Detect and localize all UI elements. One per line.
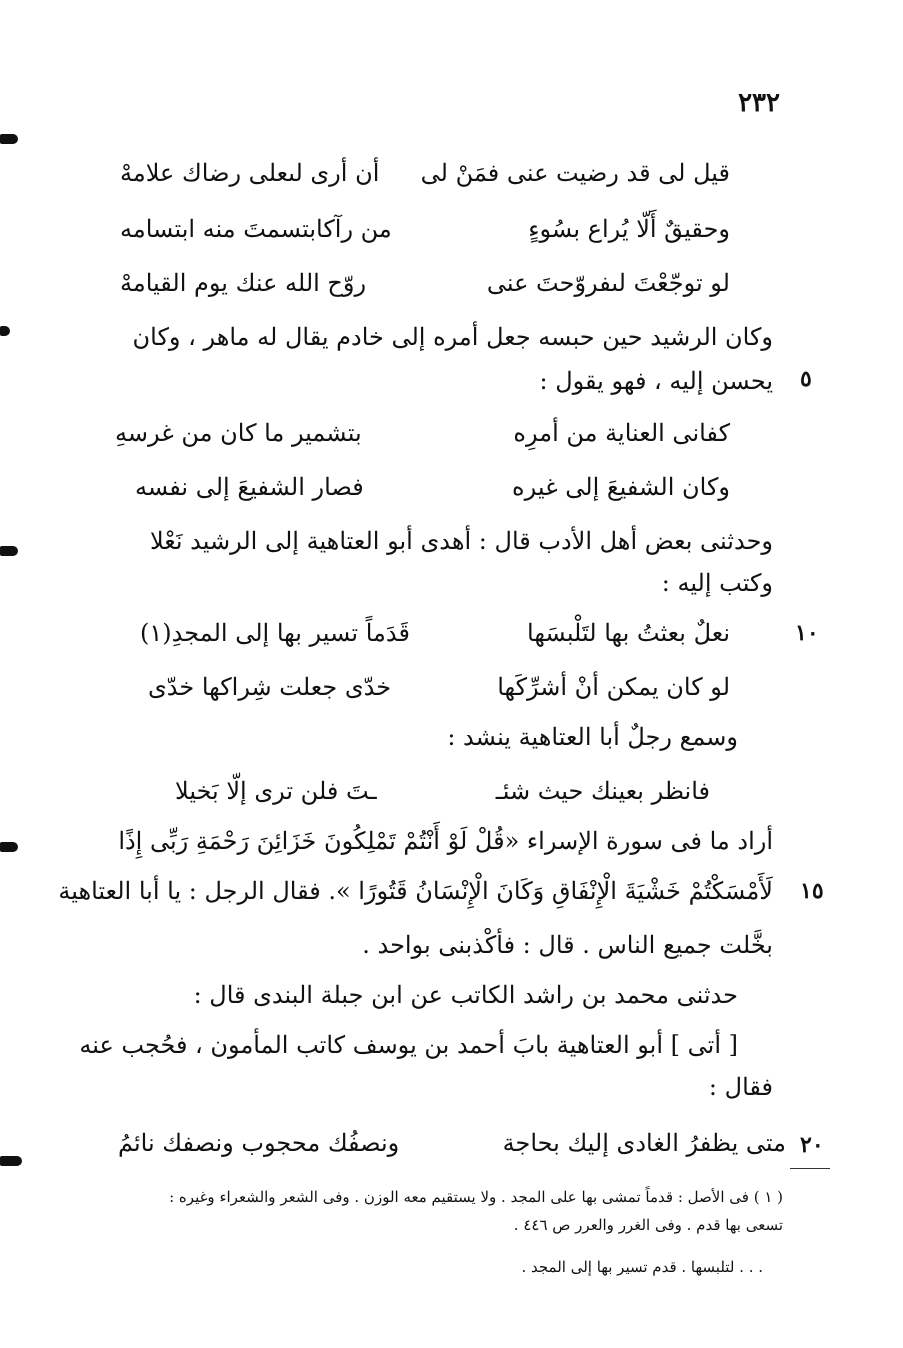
page-number: ٢٣٢ (738, 88, 780, 118)
verse-left-hemistich: فصار الشفيعَ إلى نفسه (135, 473, 364, 501)
prose-line: فقال : (708, 1073, 773, 1101)
verse-right-hemistich: وحقيقٌ أَلّا يُراع بسُوءٍ (528, 215, 730, 243)
prose-line: يحسن إليه ، فهو يقول : (539, 367, 773, 395)
line-number: ٢٠ (800, 1132, 824, 1158)
footnote-line: تسعى بها قدم . وفى الغرر والعرر ص ٤٤٦ . (513, 1216, 783, 1234)
prose-line: وحدثنى بعض أهل الأدب قال : أهدى أبو العتاهية إلى الرشيد نَعْلا (149, 527, 773, 555)
verse-left-hemistich: خدّى جعلت شِراكها خدّى (148, 673, 392, 701)
binding-mark (0, 1156, 22, 1166)
verse-right-hemistich: وكان الشفيعَ إلى غيره (512, 473, 730, 501)
line-number: ١٥ (800, 878, 824, 904)
verse (118, 1128, 786, 1158)
verse (148, 672, 730, 702)
verse (115, 418, 730, 448)
verse (120, 214, 730, 244)
verse-left-hemistich: بتشمير ما كان من غرسهِ (115, 419, 362, 447)
verse-left-hemistich: من رآكابتسمتَ منه ابتسامه (120, 215, 392, 243)
prose-line: لَأَمْسَكْتُمْ خَشْيَةَ الْإِنْفَاقِ وَكَانَ الْإِنْسَانُ قَتُورًا ». فقال الرجل : يا أبا العتاهية (58, 877, 773, 905)
binding-mark (0, 546, 18, 556)
verse-right-hemistich: لو كان يمكن أنْ أشرِّكَها (497, 673, 730, 701)
verse-right-hemistich: متى يظفرُ الغادى إليك بحاجة (502, 1129, 786, 1157)
verse-right-hemistich: لو توجّعْتَ لىفروّحتَ عنى (486, 269, 730, 297)
prose-line: [ أتى ] أبو العتاهية بابَ أحمد بن يوسف كاتب المأمون ، فحُجب عنه (79, 1031, 738, 1059)
verse-right-hemistich: قيل لى قد رضيت عنى فمَنْ لى (420, 159, 730, 187)
verse (120, 268, 730, 298)
verse (140, 618, 730, 648)
verse-left-hemistich: أن أرى لىعلى رضاك علامهْ (120, 159, 380, 187)
prose-line: بخَّلت جميع الناس . قال : فأكْذبنى بواحد . (362, 931, 773, 959)
line-number: ١٠ (795, 620, 819, 646)
footnote-line: . . . لتلبسها . قدم تسير بها إلى المجد . (521, 1258, 763, 1276)
verse (175, 776, 710, 806)
line-number: ٥ (800, 366, 812, 392)
verse (135, 472, 730, 502)
verse-left-hemistich: ـتَ فلن ترى إلّا بَخيلا (175, 777, 377, 805)
prose-line: أراد ما فى سورة الإسراء «قُلْ لَوْ أَنْتُمْ تَمْلِكُونَ خَزَائِنَ رَحْمَةِ رَبِّى إِذًا (118, 827, 773, 855)
verse-right-hemistich: فانظر بعينك حيث شئـ (495, 777, 710, 805)
prose-line: وكتب إليه : (661, 569, 773, 597)
binding-mark (0, 842, 18, 852)
verse-right-hemistich: نعلٌ بعثتُ بها لتَلْبسَها (527, 619, 730, 647)
verse (120, 158, 730, 188)
prose-line: وسمع رجلٌ أبا العتاهية ينشد : (447, 723, 738, 751)
verse-left-hemistich: روّح الله عنك يوم القيامهْ (120, 269, 367, 297)
verse-left-hemistich: قَدَماً تسير بها إلى المجدِ(١) (140, 619, 410, 647)
binding-mark (0, 326, 10, 336)
prose-line: حدثنى محمد بن راشد الكاتب عن ابن جبلة البندى قال : (193, 981, 738, 1009)
verse-left-hemistich: ونصفُك محجوب ونصفك نائمُ (118, 1129, 400, 1157)
footnote-rule (790, 1168, 830, 1169)
footnote-line: ( ١ ) فى الأصل : قدماً تمشى بها على المجد . ولا يستقيم معه الوزن . وفى الشعر والشعراء وغيره : (169, 1188, 783, 1206)
verse-right-hemistich: كفانى العناية من أمرِه (513, 419, 730, 447)
prose-line: وكان الرشيد حين حبسه جعل أمره إلى خادم يقال له ماهر ، وكان (132, 323, 773, 351)
binding-mark (0, 134, 18, 144)
